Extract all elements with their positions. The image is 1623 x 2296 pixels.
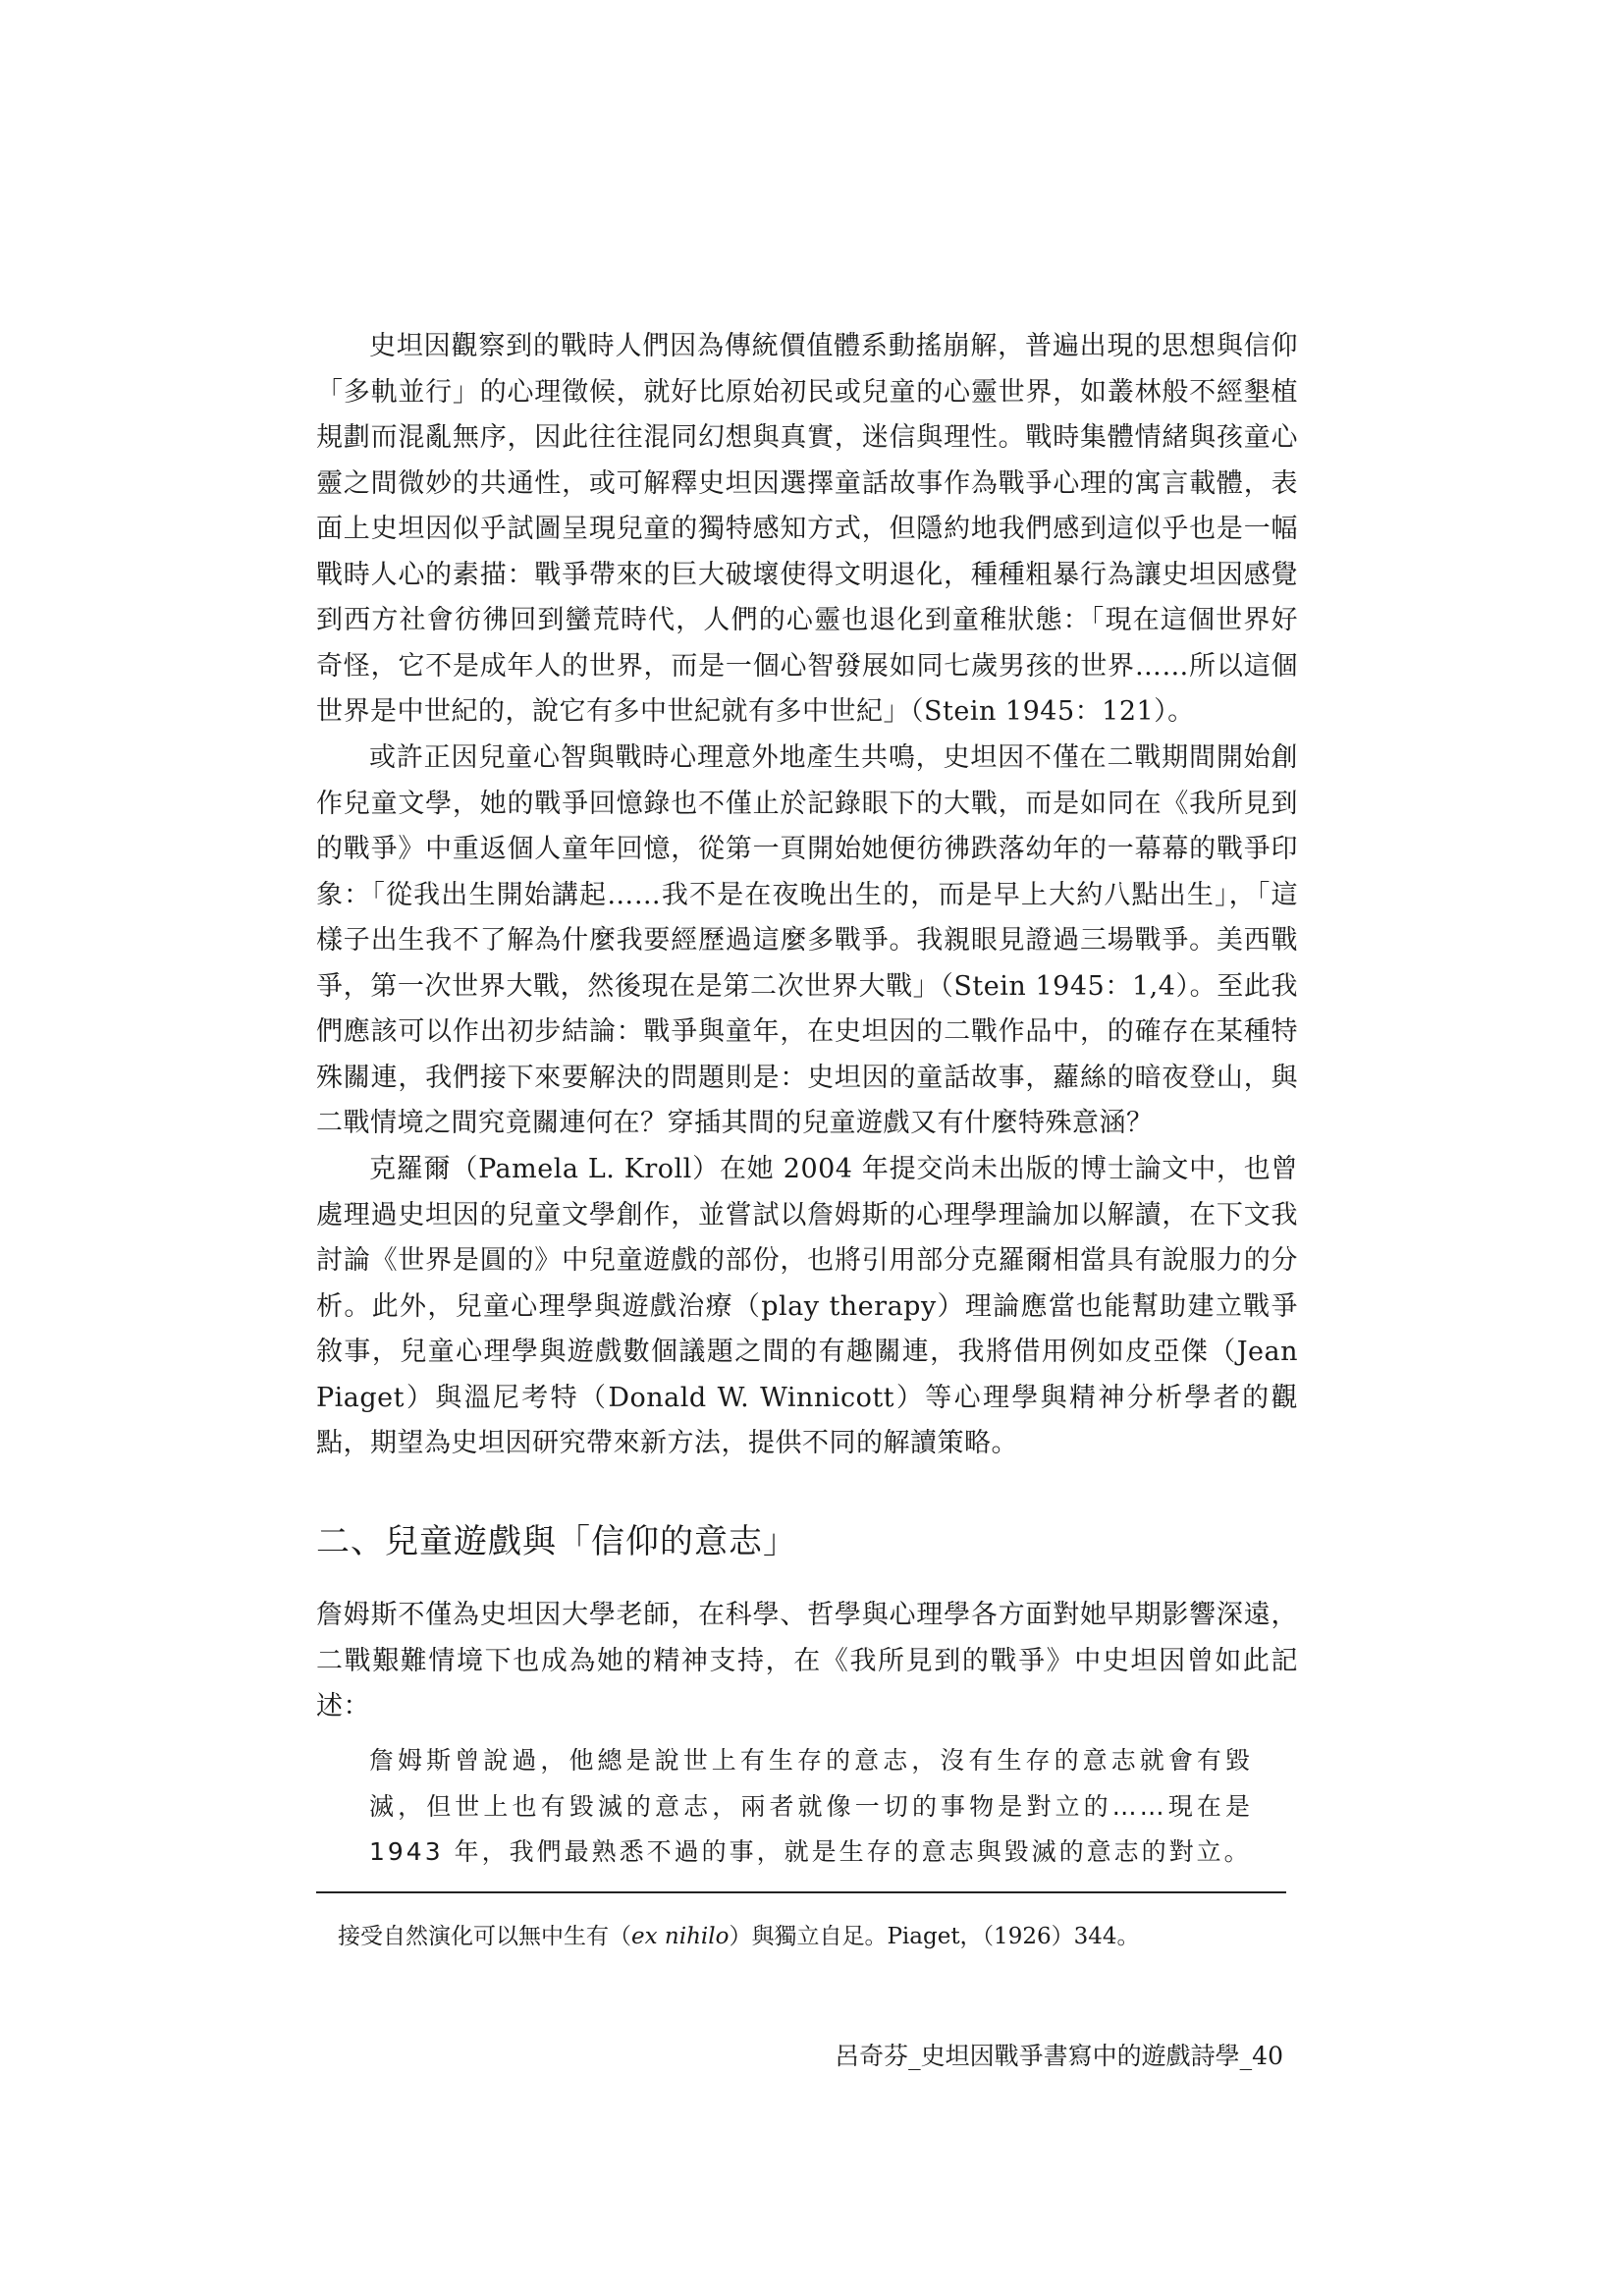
block-quote: 詹姆斯曾說過，他總是說世上有生存的意志，沒有生存的意志就會有毀滅，但世上也有毀滅的意志，兩者就像一切的事物是對立的……現在是 1943 年，我們最熟悉不過的事，就是生存的意志與毀滅的意志的對立。 xyxy=(369,1746,1253,1866)
page-footer: 呂奇芬_史坦因戰爭書寫中的遊戲詩學_40 xyxy=(835,2042,1283,2070)
paragraph-text: 或許正因兒童心智與戰時心理意外地產生共鳴，史坦因不僅在二戰期間開始創作兒童文學，她的戰爭回憶錄也不僅止於記錄眼下的大戰，而是如同在《我所見到的戰爭》中重返個人童年回憶，從第一頁開始她便彷彿跌落幼年的一幕幕的戰爭印象：「從我出生開始講起……我不是在夜晚出生的，而是早上大約八點出生」，「這樣子出生我不了解為什麼我要經歷過這麼多戰爭。我親眼見證過三場戰爭。美西戰爭，第一次世界大戰，然後現在是第二次世界大戰」（Stein 1945：1,4）。至此我們應該可以作出初步結論：戰爭與童年，在史坦因的二戰作品中，的確存在某種特殊關連，我們接下來要解決的問題則是：史坦因的童話故事，蘿絲的暗夜登山，與二戰情境之間究竟關連何在？穿插其間的兒童遊戲又有什麼特殊意涵？ xyxy=(316,742,1298,1138)
footnote-text-before: 接受自然演化可以無中生有（ xyxy=(338,1924,631,1949)
footnote-divider xyxy=(316,1891,1286,1893)
footnote-text-after: ）與獨立自足。Piaget，（1926）344。 xyxy=(729,1924,1140,1949)
body-paragraph-1 xyxy=(316,324,1298,736)
paragraph-text: 詹姆斯不僅為史坦因大學老師，在科學、哲學與心理學各方面對她早期影響深遠，二戰艱難情境下也成為她的精神支持，在《我所見到的戰爭》中史坦因曾如此記述： xyxy=(316,1600,1298,1722)
body-paragraph-3 xyxy=(316,1147,1298,1467)
body-paragraph-4 xyxy=(316,1593,1298,1730)
section-heading: 二、兒童遊戲與「信仰的意志」 xyxy=(316,1522,797,1561)
paragraph-text: 克羅爾（Pamela L. Kroll）在她 2004 年提交尚未出版的博士論文中，也曾處理過史坦因的兒童文學創作，並嘗試以詹姆斯的心理學理論加以解讀，在下文我討論《世界是圓的》中兒童遊戲的部份，也將引用部分克羅爾相當具有說服力的分析。此外，兒童心理學與遊戲治療（play therapy）理論應當也能幫助建立戰爭敘事，兒童心理學與遊戲數個議題之間的有趣關連，我將借用例如皮亞傑（Jean Piaget）與溫尼考特（Donald W. Winnicott）等心理學與精神分析學者的觀點，期望為史坦因研究帶來新方法，提供不同的解讀策略。 xyxy=(316,1154,1298,1458)
body-paragraph-2 xyxy=(316,736,1298,1147)
footnote xyxy=(338,1920,1300,1953)
paragraph-text: 史坦因觀察到的戰時人們因為傳統價值體系動搖崩解，普遍出現的思想與信仰「多軌並行」的心理徵候，就好比原始初民或兒童的心靈世界，如叢林般不經墾植規劃而混亂無序，因此往往混同幻想與真實，迷信與理性。戰時集體情緒與孩童心靈之間微妙的共通性，或可解釋史坦因選擇童話故事作為戰爭心理的寓言載體，表面上史坦因似乎試圖呈現兒童的獨特感知方式，但隱約地我們感到這似乎也是一幅戰時人心的素描：戰爭帶來的巨大破壞使得文明退化，種種粗暴行為讓史坦因感覺到西方社會彷彿回到蠻荒時代，人們的心靈也退化到童稚狀態：「現在這個世界好奇怪，它不是成年人的世界，而是一個心智發展如同七歲男孩的世界……所以這個世界是中世紀的，說它有多中世紀就有多中世紀」（Stein 1945：121）。 xyxy=(316,331,1298,727)
footnote-italic-term: ex nihilo xyxy=(631,1924,730,1949)
